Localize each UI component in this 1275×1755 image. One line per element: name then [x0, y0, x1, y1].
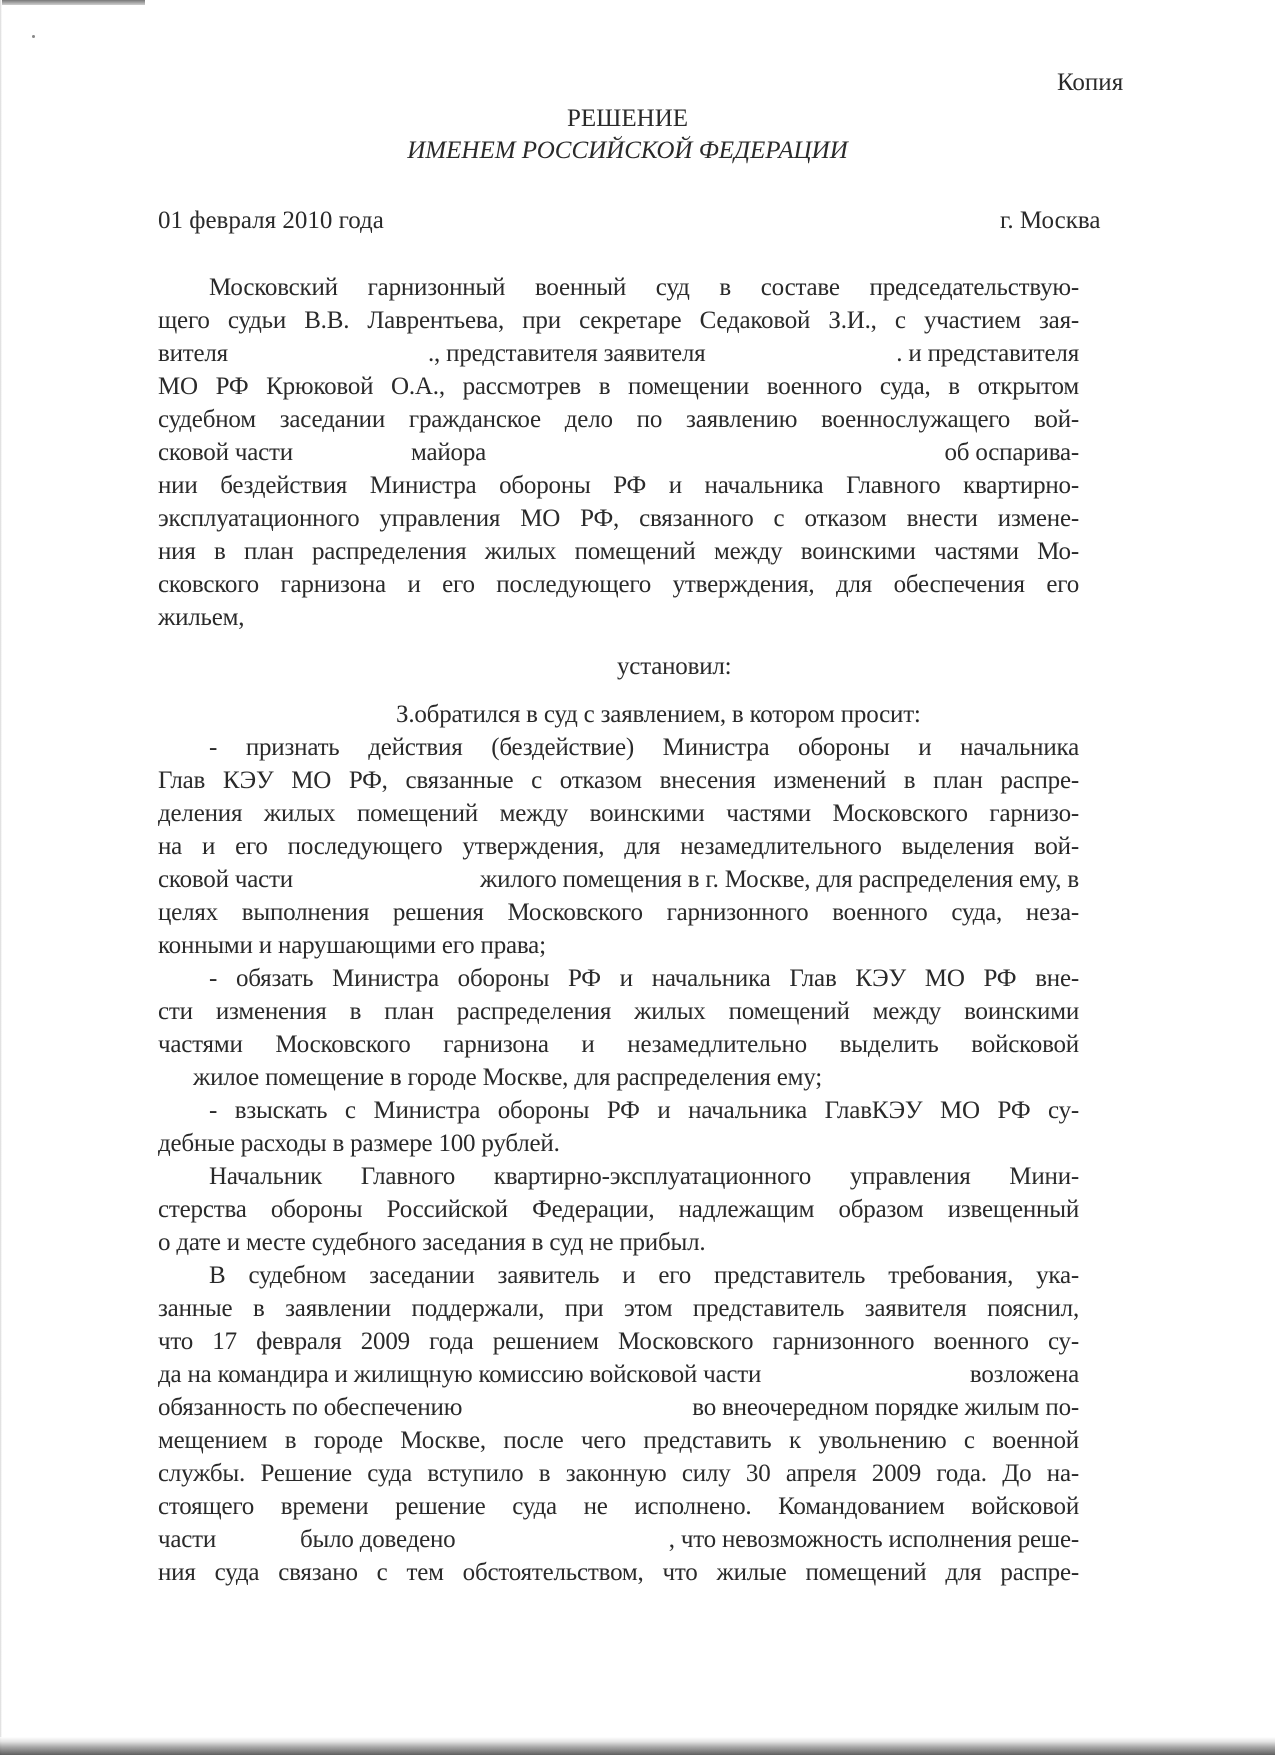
scan-edge-bottom — [0, 1737, 1275, 1755]
text-line: Глав КЭУ МО РФ, связанные с отказом внесения изменений в план распре- — [158, 767, 1079, 794]
text-line: конными и нарушающими его права; — [158, 932, 546, 959]
text-fragment: вителя — [158, 340, 228, 367]
document-subtitle: ИМЕНЕМ РОССИЙСКОЙ ФЕДЕРАЦИИ — [407, 137, 848, 164]
text-line: Начальник Главного квартирно-эксплуатационного управления Мини- — [209, 1163, 1079, 1190]
text-fragment: сковой части — [158, 439, 293, 466]
text-fragment: было доведено — [300, 1526, 456, 1553]
text-line: жилое помещение в городе Москве, для распределения ему; — [193, 1064, 823, 1091]
text-line: З.обратился в суд с заявлением, в котором просит: — [396, 701, 921, 728]
text-line: - обязать Министра обороны РФ и начальника Глав КЭУ МО РФ вне- — [209, 965, 1079, 992]
text-line: дебные расходы в размере 100 рублей. — [158, 1130, 560, 1157]
text-fragment: да на командира и жилищную комиссию войсковой части — [158, 1361, 762, 1388]
text-line: стоящего времени решение суда не исполнено. Командованием войсковой — [158, 1493, 1079, 1520]
text-fragment: . и представителя — [896, 340, 1079, 367]
text-line: эксплуатационного управления МО РФ, связанного с отказом внести измене- — [158, 505, 1079, 532]
text-line: службы. Решение суда вступило в законную силу 30 апреля 2009 года. До на- — [158, 1460, 1079, 1487]
text-fragment: обязанность по обеспечению — [158, 1394, 463, 1421]
text-line: что 17 февраля 2009 года решением Московского гарнизонного военного су- — [158, 1328, 1079, 1355]
scan-speck — [32, 35, 35, 38]
text-fragment: об оспарива- — [944, 439, 1079, 466]
text-line: частями Московского гарнизона и незамедлительно выделить войсковой — [158, 1031, 1079, 1058]
text-line: судебном заседании гражданское дело по заявлению военнослужащего вой- — [158, 406, 1079, 433]
scan-edge-left — [0, 0, 2, 1755]
text-line: на и его последующего утверждения, для незамедлительного выделения вой- — [158, 833, 1079, 860]
text-line: - признать действия (бездействие) Министра обороны и начальника — [209, 734, 1079, 761]
text-line: мещением в городе Москве, после чего представить к увольнению с военной — [158, 1427, 1079, 1454]
text-line: В судебном заседании заявитель и его представитель требования, ука- — [209, 1262, 1079, 1289]
text-line: занные в заявлении поддержали, при этом представитель заявителя пояснил, — [158, 1295, 1079, 1322]
text-fragment: майора — [411, 439, 487, 466]
text-line: стерства обороны Российской Федерации, надлежащим образом извещенный — [158, 1196, 1079, 1223]
text-fragment: , что невозможность исполнения реше- — [668, 1526, 1079, 1553]
document-title: РЕШЕНИЕ — [566, 105, 689, 132]
text-line: целях выполнения решения Московского гарнизонного военного суда, неза- — [158, 899, 1079, 926]
text-line: нии бездействия Министра обороны РФ и начальника Главного квартирно- — [158, 472, 1079, 499]
text-line: щего судьи В.В. Лаврентьева, при секретаре Седаковой З.И., с участием зая- — [158, 307, 1079, 334]
copy-mark: Копия — [1057, 69, 1124, 96]
text-fragment: части — [158, 1526, 217, 1553]
text-line: сти изменения в план распределения жилых помещений между воинскими — [158, 998, 1079, 1025]
text-line: МО РФ Крюковой О.А., рассмотрев в помещении военного суда, в открытом — [158, 373, 1079, 400]
text-fragment: жилого помещения в г. Москве, для распределения ему, в — [480, 866, 1079, 893]
scan-edge-top — [0, 0, 145, 5]
text-fragment: возложена — [969, 1361, 1079, 1388]
text-line: сковского гарнизона и его последующего утверждения, для обеспечения его — [158, 571, 1079, 598]
decision-date: 01 февраля 2010 года — [158, 207, 384, 234]
text-line: ния суда связано с тем обстоятельством, что жилые помещений для распре- — [158, 1559, 1079, 1586]
text-fragment: сковой части — [158, 866, 293, 893]
text-line: Московский гарнизонный военный суд в составе председательствую- — [209, 274, 1079, 301]
text-fragment: ​., представителя заявителя — [428, 340, 706, 367]
text-line: - взыскать с Министра обороны РФ и начальника ГлавКЭУ МО РФ су- — [209, 1097, 1079, 1124]
decision-city: г. Москва — [1000, 207, 1101, 234]
text-line: жильем, — [158, 604, 245, 631]
text-line: о дате и месте судебного заседания в суд не прибыл. — [158, 1229, 706, 1256]
text-line: ния в план распределения жилых помещений между воинскими частями Мо- — [158, 538, 1079, 565]
established-heading: установил: — [617, 653, 732, 680]
text-line: деления жилых помещений между воинскими частями Московского гарнизо- — [158, 800, 1079, 827]
text-fragment: во внеочередном порядке жилым по- — [692, 1394, 1079, 1421]
